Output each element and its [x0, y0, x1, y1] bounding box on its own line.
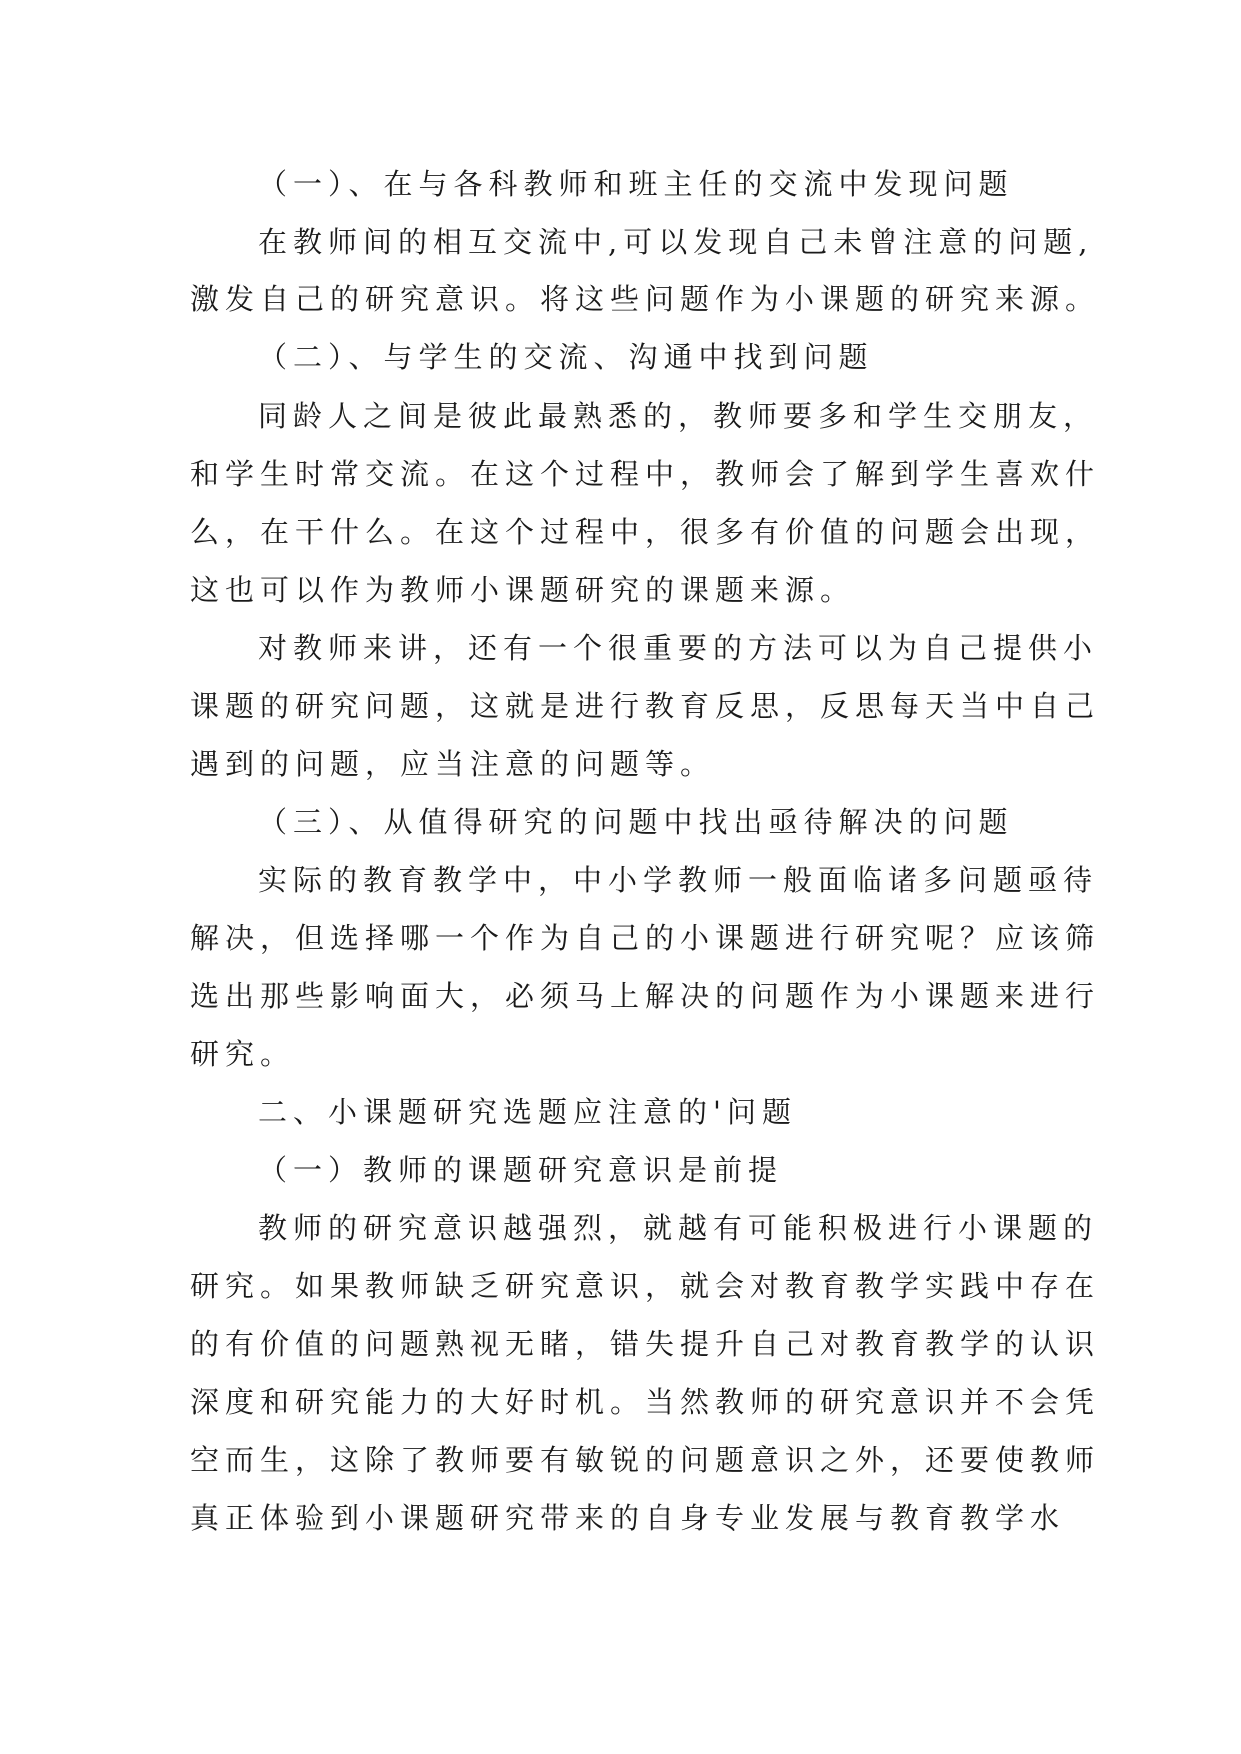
paragraph-line: 解决，但选择哪一个作为自己的小课题进行研究呢？应该筛 — [190, 921, 1101, 955]
paragraph-line: 教师的研究意识越强烈，就越有可能积极进行小课题的 — [258, 1211, 1099, 1245]
heading-3: （三）、从值得研究的问题中找出亟待解决的问题 — [258, 805, 1014, 839]
paragraph-line: 么，在干什么。在这个过程中，很多有价值的问题会出现， — [190, 515, 1101, 549]
paragraph-line: 空而生，这除了教师要有敏锐的问题意识之外，还要使教师 — [190, 1443, 1101, 1477]
paragraph-line: 的有价值的问题熟视无睹，错失提升自己对教育教学的认识 — [190, 1327, 1101, 1361]
paragraph-line: 研究。如果教师缺乏研究意识，就会对教育教学实践中存在 — [190, 1269, 1101, 1303]
paragraph-line: 在教师间的相互交流中,可以发现自己未曾注意的问题, — [258, 225, 1094, 259]
paragraph-line: 实际的教育教学中，中小学教师一般面临诸多问题亟待 — [258, 863, 1099, 897]
paragraph-line: 真正体验到小课题研究带来的自身专业发展与教育教学水 — [190, 1501, 1066, 1535]
heading-1: （一）、在与各科教师和班主任的交流中发现问题 — [258, 167, 1014, 201]
subsection-heading: （一）教师的课题研究意识是前提 — [258, 1153, 784, 1187]
paragraph-line: 对教师来讲，还有一个很重要的方法可以为自己提供小 — [258, 631, 1099, 665]
paragraph-line: 这也可以作为教师小课题研究的课题来源。 — [190, 573, 856, 607]
paragraph-line: 激发自己的研究意识。将这些问题作为小课题的研究来源。 — [190, 282, 1101, 316]
paragraph-line: 深度和研究能力的大好时机。当然教师的研究意识并不会凭 — [190, 1385, 1101, 1419]
paragraph-line: 同龄人之间是彼此最熟悉的，教师要多和学生交朋友， — [258, 399, 1099, 433]
paragraph-line: 遇到的问题，应当注意的问题等。 — [190, 747, 716, 781]
paragraph-line: 选出那些影响面大，必须马上解决的问题作为小课题来进行 — [190, 979, 1101, 1013]
paragraph-line: 研究。 — [190, 1037, 296, 1071]
heading-2: （二）、与学生的交流、沟通中找到问题 — [258, 340, 874, 374]
paragraph-line: 和学生时常交流。在这个过程中，教师会了解到学生喜欢什 — [190, 457, 1101, 491]
section-heading: 二、小课题研究选题应注意的'问题 — [258, 1095, 797, 1129]
paragraph-line: 课题的研究问题，这就是进行教育反思，反思每天当中自己 — [190, 689, 1101, 723]
